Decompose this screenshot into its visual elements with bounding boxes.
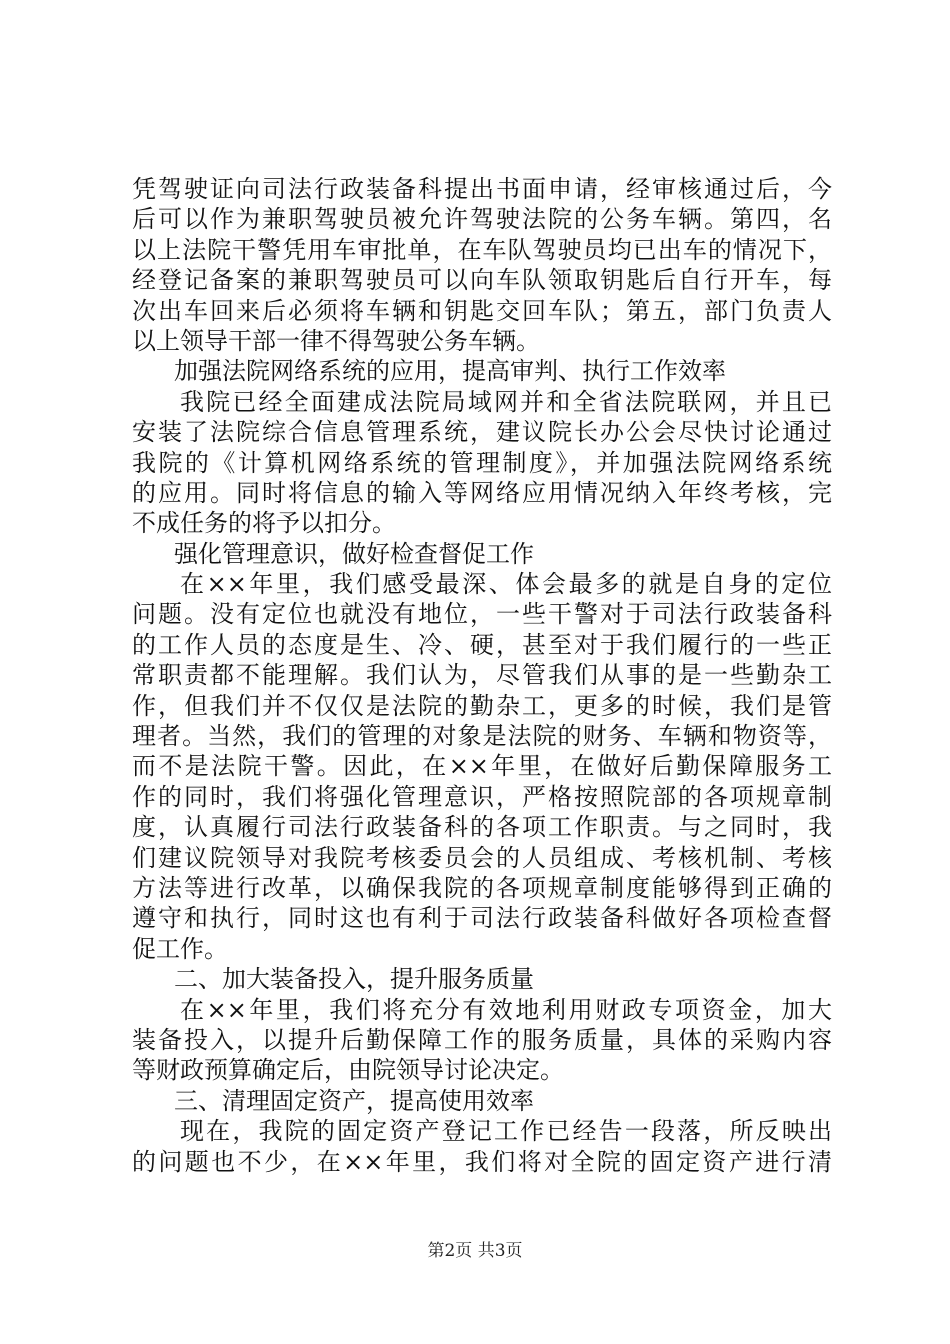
- paragraph-line: 凭驾驶证向司法行政装备科提出书面申请，经审核通过后，今: [132, 175, 832, 203]
- document-body: [132, 174, 832, 1177]
- paragraph-last-line: 促工作。: [132, 934, 228, 963]
- paragraph-line: 问题。没有定位也就没有地位，一些干警对于司法行政装备科: [132, 600, 832, 629]
- paragraph-first-line: 在××年里，我们感受最深、体会最多的就是自身的定位: [180, 570, 832, 599]
- paragraph-line: 而不是法院干警。因此，在××年里，在做好后勤保障服务工: [132, 752, 832, 781]
- paragraph-first-line: 我院已经全面建成法院局域网并和全省法院联网，并且已: [180, 387, 832, 416]
- paragraph-line: 装备投入，以提升后勤保障工作的服务质量，具体的采购内容: [132, 1025, 832, 1054]
- paragraph-line: 的问题也不少，在××年里，我们将对全院的固定资产进行清: [132, 1147, 832, 1176]
- paragraph-line: 作，但我们并不仅仅是法院的勤杂工，更多的时候，我们是管: [132, 691, 832, 720]
- paragraph-line: 安装了法院综合信息管理系统，建议院长办公会尽快讨论通过: [132, 418, 832, 447]
- paragraph-first-line: 现在，我院的固定资产登记工作已经告一段落，所反映出: [180, 1117, 832, 1146]
- section-heading: 强化管理意识，做好检查督促工作: [174, 539, 534, 568]
- paragraph-line: 以上法院干警凭用车审批单，在车队驾驶员均已出车的情况下，: [132, 235, 832, 264]
- paragraph-line: 作的同时，我们将强化管理意识，严格按照院部的各项规章制: [132, 782, 832, 811]
- section-heading: 三、清理固定资产，提高使用效率: [174, 1086, 534, 1115]
- paragraph-last-line: 等财政预算确定后，由院领导讨论决定。: [132, 1056, 564, 1085]
- paragraph-line: 我院的《计算机网络系统的管理制度》，并加强法院网络系统: [132, 448, 832, 477]
- page-footer: 第2页 共3页: [427, 1241, 523, 1261]
- paragraph-line: 们建议院领导对我院考核委员会的人员组成、考核机制、考核: [132, 843, 832, 872]
- paragraph-line: 方法等进行改革，以确保我院的各项规章制度能够得到正确的: [132, 873, 832, 902]
- paragraph-line: 经登记备案的兼职驾驶员可以向车队领取钥匙后自行开车，每: [132, 266, 832, 295]
- section-heading: 二、加大装备投入，提升服务质量: [174, 965, 534, 994]
- paragraph-line: 遵守和执行，同时这也有利于司法行政装备科做好各项检查督: [132, 904, 832, 933]
- paragraph-line: 常职责都不能理解。我们认为，尽管我们从事的是一些勤杂工: [132, 661, 832, 690]
- paragraph-line: 度，认真履行司法行政装备科的各项工作职责。与之同时，我: [132, 813, 832, 842]
- paragraph-last-line: 以上领导干部一律不得驾驶公务车辆。: [132, 326, 540, 355]
- paragraph-line: 的应用。同时将信息的输入等网络应用情况纳入年终考核，完: [132, 478, 832, 507]
- paragraph-line: 后可以作为兼职驾驶员被允许驾驶法院的公务车辆。第四，名: [132, 205, 832, 234]
- paragraph-last-line: 不成任务的将予以扣分。: [132, 509, 396, 538]
- paragraph-line: 次出车回来后必须将车辆和钥匙交回车队；第五，部门负责人: [132, 296, 832, 325]
- paragraph-line: 理者。当然，我们的管理的对象是法院的财务、车辆和物资等，: [132, 722, 832, 751]
- section-heading: 加强法院网络系统的应用，提高审判、执行工作效率: [174, 357, 726, 386]
- paragraph-first-line: 在××年里，我们将充分有效地利用财政专项资金，加大: [180, 995, 832, 1024]
- paragraph-line: 的工作人员的态度是生、冷、硬，甚至对于我们履行的一些正: [132, 630, 832, 659]
